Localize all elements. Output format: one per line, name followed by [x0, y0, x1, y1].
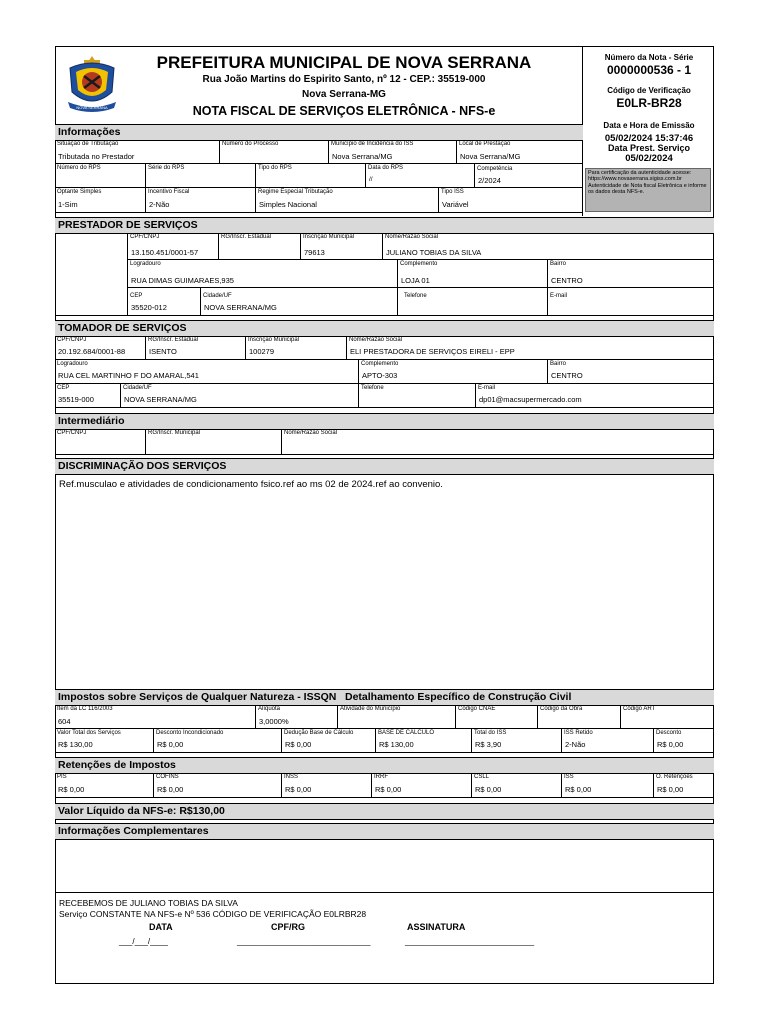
prestador-logradouro-cell [128, 260, 398, 288]
regime-label: Regime Especial Tributação [258, 189, 333, 195]
logo-text: NOVA SERRANA [76, 105, 108, 110]
optante-label: Optante Simples [57, 189, 102, 195]
prestador-logo-cell [55, 233, 128, 316]
recibo-line2: Serviço CONSTANTE NA NFS-e Nº 536 CÓDIGO DE VERIFICAÇÃO E0LRBR28 [59, 909, 367, 919]
rps-cell [55, 164, 146, 188]
tomador-rg-label: RG/Inscr. Estadual [148, 337, 199, 343]
prestador-nome-value: JULIANO TOBIAS DA SILVA [386, 248, 482, 257]
prest-label: Data Prest. Serviço [607, 143, 691, 153]
prestador-complemento-cell [398, 260, 548, 288]
incentivo-cell [146, 188, 256, 213]
tomador-im-cell [246, 336, 347, 360]
section-intermediario: Intermediário [55, 413, 714, 430]
tipo-rps-cell [256, 164, 366, 188]
cnae-cell [456, 705, 538, 729]
inss-label: INSS [284, 774, 299, 780]
tomador-telefone-cell [359, 384, 476, 408]
retido-label: ISS Retido [564, 730, 593, 736]
prestador-im-cell [301, 233, 383, 260]
tomador-email-cell [476, 384, 714, 408]
tomador-email-value: dp01@macsupermercado.com [479, 395, 582, 404]
art-label: Código ART [623, 706, 656, 712]
iss-value: R$ 0,00 [565, 785, 592, 794]
csll-cell [472, 773, 562, 798]
discriminacao-text: Ref.musculao e atividades de condicionamento fsico.ref ao ms 02 de 2024.ref ao convenio. [59, 479, 443, 490]
recibo-data-label: DATA [149, 922, 173, 932]
tomador-telefone-label: Telefone [361, 385, 384, 391]
prestador-bairro-label: Bairro [550, 261, 567, 267]
prestador-email-cell [548, 288, 714, 316]
situacao-label: Situação de Tributação [57, 141, 119, 147]
item-label: Item da LC 116/2003 [57, 706, 113, 712]
cofins-cell [154, 773, 282, 798]
intermediario-im-cell [146, 429, 282, 455]
optante-cell [55, 188, 146, 213]
competencia-label: Competência [477, 166, 513, 172]
retido-cell [562, 729, 654, 753]
prestador-telefone-cell [398, 288, 548, 316]
di-value: R$ 0,00 [157, 740, 184, 749]
serie-rps-label: Série do RPS [148, 165, 185, 171]
tomador-cnpj-cell [55, 336, 146, 360]
aliquota-label: Alíquota [258, 706, 281, 712]
recibo-assinatura-label: ASSINATURA [407, 922, 466, 932]
tomador-bairro-cell [548, 360, 714, 384]
recibo-date-field[interactable]: ___/___/____ [119, 937, 168, 946]
section-impostos [55, 689, 714, 706]
prestador-im-label: Inscrição Municipal [303, 234, 355, 240]
tomador-rg-value: ISENTO [149, 347, 177, 356]
atividade-cell [338, 705, 456, 729]
municipio-value: Nova Serrana/MG [332, 152, 393, 161]
outras-retencoes-label: O. Retenções [656, 774, 693, 780]
prestador-rg-cell [219, 233, 301, 260]
tomador-im-label: Inscrição Municipal [248, 337, 300, 343]
competencia-cell [475, 164, 583, 188]
tomador-bairro-value: CENTRO [551, 371, 583, 380]
prestador-telefone-label: Telefone [404, 293, 427, 299]
aliquota-value: 3,0000% [259, 717, 289, 726]
tomador-complemento-cell [359, 360, 548, 384]
intermediario-cnpj-label: CPF/CNPJ [57, 430, 87, 436]
desconto-label: Desconto [656, 730, 682, 736]
local-label: Local de Prestação [459, 141, 511, 147]
prestador-cnpj-value: 13.150.451/0001-57 [131, 248, 199, 257]
tomador-nome-value: ELI PRESTADORA DE SERVIÇOS EIRELI - EPP [350, 347, 515, 356]
tomador-cidade-value: NOVA SERRANA/MG [124, 395, 197, 404]
ded-cell [282, 729, 376, 753]
tipo-iss-value: Variável [442, 200, 469, 209]
prestador-nome-cell [383, 233, 714, 260]
tomador-logradouro-value: RUA CEL MARTINHO F DO AMARAL,541 [58, 371, 199, 380]
data-rps-value: // [369, 176, 373, 183]
tomador-cnpj-value: 20.192.684/0001-88 [58, 347, 126, 356]
tomador-nome-label: Nome/Razão Social [349, 337, 403, 343]
cnae-label: Código CNAE [458, 706, 496, 712]
prestador-bairro-value: CENTRO [551, 276, 583, 285]
prestador-cep-label: CEP [130, 293, 143, 299]
vt-cell [55, 729, 154, 753]
tomador-im-value: 100279 [249, 347, 275, 356]
ded-value: R$ 0,00 [285, 740, 312, 749]
outras-retencoes-cell [654, 773, 714, 798]
tomador-bairro-label: Bairro [550, 361, 567, 367]
prestador-rg-label: RG/Inscr. Estadual [221, 234, 272, 240]
prestador-logradouro-value: RUA DIMAS GUIMARAES,935 [131, 276, 234, 285]
irrf-label: IRRF [374, 774, 388, 780]
emissao-value: 05/02/2024 15:37:46 [604, 133, 694, 144]
section-tomador: TOMADOR DE SERVIÇOS [55, 320, 714, 337]
city-logo [62, 52, 122, 118]
city: Nova Serrana-MG [302, 89, 386, 100]
art-cell [621, 705, 714, 729]
processo-cell [220, 140, 329, 164]
section-discriminacao: DISCRIMINAÇÃO DOS SERVIÇOS [55, 458, 714, 475]
prestador-cidade-value: NOVA SERRANA/MG [204, 303, 277, 312]
page-title: PREFEITURA MUNICIPAL DE NOVA SERRANA [156, 53, 532, 72]
irrf-cell [372, 773, 472, 798]
atividade-label: Atividade do Município [340, 706, 401, 712]
prestador-logradouro-label: Logradouro [130, 261, 161, 267]
prestador-cep-cell [128, 288, 201, 316]
rps-label: Número do RPS [57, 165, 101, 171]
impostos-title: Impostos sobre Serviços de Qualquer Natureza - ISSQN [58, 691, 337, 703]
tipo-iss-label: Tipo ISS [441, 189, 464, 195]
tomador-cep-label: CEP [57, 385, 70, 391]
prest-value: 05/02/2024 [625, 153, 673, 164]
prestador-complemento-value: LOJA 01 [401, 276, 430, 285]
pis-label: PIS [57, 774, 67, 780]
regime-value: Simples Nacional [259, 200, 317, 209]
regime-cell [256, 188, 439, 213]
desconto-value: R$ 0,00 [657, 740, 684, 749]
tomador-cep-value: 35519-000 [58, 395, 94, 404]
section-prestador: PRESTADOR DE SERVIÇOS [55, 217, 714, 234]
iss-cell [562, 773, 654, 798]
address: Rua João Martins do Espirito Santo, nº 12 - CEP.: 35519-000 [202, 74, 486, 85]
pis-cell [55, 773, 154, 798]
iss-label: ISS [564, 774, 574, 780]
codigo-label: Código de Verificação [607, 86, 691, 95]
prestador-complemento-label: Complemento [400, 261, 438, 267]
irrf-value: R$ 0,00 [375, 785, 402, 794]
base-value: R$ 130,00 [379, 740, 414, 749]
incentivo-label: Incentivo Fiscal [148, 189, 190, 195]
tomador-rg-cell [146, 336, 246, 360]
item-cell [55, 705, 256, 729]
tomador-logradouro-cell [55, 360, 359, 384]
tomador-logradouro-label: Logradouro [57, 361, 88, 367]
complementares-bottom-line [55, 892, 714, 893]
intermediario-nome-cell [282, 429, 714, 455]
cofins-value: R$ 0,00 [157, 785, 184, 794]
section-informacoes: Informações [55, 124, 583, 141]
construcao-title: Detalhamento Específico de Construção Civil [345, 691, 572, 703]
retido-value: 2-Não [565, 740, 586, 749]
tomador-cnpj-label: CPF/CNPJ [57, 337, 87, 343]
vt-label: Valor Total dos Serviços [57, 730, 121, 736]
intermediario-nome-label: Nome/Razão Social [284, 430, 338, 436]
total-iss-cell [472, 729, 562, 753]
recibo-cpf-label: CPF/RG [271, 922, 306, 932]
pis-value: R$ 0,00 [58, 785, 85, 794]
obra-label: Código da Obra [540, 706, 583, 712]
section-complementares: Informações Complementares [55, 823, 714, 840]
vt-value: R$ 130,00 [58, 740, 93, 749]
prestador-email-label: E-mail [550, 293, 568, 299]
intermediario-im-label: RG/Inscr. Municipal [148, 430, 201, 436]
situacao-value: Tributada no Prestador [58, 152, 135, 161]
local-value: Nova Serrana/MG [460, 152, 521, 161]
prestador-cidade-label: Cidade/UF [203, 293, 232, 299]
total-iss-label: Total do ISS [474, 730, 507, 736]
incentivo-value: 2-Não [149, 200, 170, 209]
municipio-cell [329, 140, 457, 164]
serie-rps-cell [146, 164, 256, 188]
cofins-label: COFINS [156, 774, 179, 780]
outras-retencoes-value: R$ 0,00 [657, 785, 684, 794]
csll-value: R$ 0,00 [475, 785, 502, 794]
local-cell [457, 140, 583, 164]
tomador-cidade-label: Cidade/UF [123, 385, 152, 391]
di-cell [154, 729, 282, 753]
prestador-cidade-cell [201, 288, 398, 316]
item-value: 604 [58, 717, 71, 726]
desconto-cell [654, 729, 714, 753]
di-label: Desconto Incondicionado [156, 730, 224, 736]
tomador-complemento-label: Complemento [361, 361, 399, 367]
tipo-iss-cell [439, 188, 583, 213]
numero-label: Número da Nota - Série [604, 53, 694, 62]
recibo-line1: RECEBEMOS DE JULIANO TOBIAS DA SILVA [59, 898, 238, 908]
prestador-cnpj-label: CPF/CNPJ [130, 234, 160, 240]
tipo-rps-label: Tipo do RPS [258, 165, 292, 171]
total-iss-value: R$ 3,90 [475, 740, 502, 749]
prestador-nome-label: Nome/Razão Social [385, 234, 439, 240]
data-rps-cell [366, 164, 475, 188]
tomador-cep-cell [55, 384, 121, 408]
prestador-cnpj-cell [128, 233, 219, 260]
optante-value: 1-Sim [58, 200, 78, 209]
base-cell [376, 729, 472, 753]
document-title: NOTA FISCAL DE SERVIÇOS ELETRÔNICA - NFS-e [192, 104, 496, 118]
recibo-cpf-field[interactable]: ______________________________ [237, 937, 371, 946]
prestador-bairro-cell [548, 260, 714, 288]
prestador-cep-value: 35520-012 [131, 303, 167, 312]
data-rps-label: Data do RPS [368, 165, 404, 171]
recibo-signature-field[interactable]: _____________________________ [405, 937, 535, 946]
municipio-label: Município de Incidência do ISS [331, 141, 414, 147]
section-retencoes: Retenções de Impostos [55, 757, 714, 774]
tomador-complemento-value: APTO-303 [362, 371, 398, 380]
aliquota-cell [256, 705, 338, 729]
ded-label: Dedução Base de Cálculo [284, 730, 354, 736]
tomador-nome-cell [347, 336, 714, 360]
situacao-cell [55, 140, 220, 164]
intermediario-cnpj-cell [55, 429, 146, 455]
codigo-value: E0LR-BR28 [616, 96, 682, 110]
inss-value: R$ 0,00 [285, 785, 312, 794]
tomador-cidade-cell [121, 384, 359, 408]
inss-cell [282, 773, 372, 798]
prestador-im-value: 79613 [304, 248, 325, 257]
numero-value: 0000000536 - 1 [606, 63, 692, 77]
emissao-label: Data e Hora de Emissão [603, 121, 695, 130]
processo-label: Número do Processo [222, 141, 279, 147]
obra-cell [538, 705, 621, 729]
tomador-email-label: E-mail [478, 385, 496, 391]
csll-label: CSLL [474, 774, 490, 780]
authenticity-note: Para certificação da autenticidade acesse: https://www.novaserrana.sigiss.com.br Autenticidade de Nota fiscal Eletrônica e informe os dados desta NFS-e. [585, 168, 711, 212]
base-label: BASE DE CÁLCULO [378, 730, 435, 736]
valor-liquido: Valor Líquido da NFS-e: R$130,00 [55, 803, 714, 820]
competencia-value: 2/2024 [478, 176, 501, 185]
